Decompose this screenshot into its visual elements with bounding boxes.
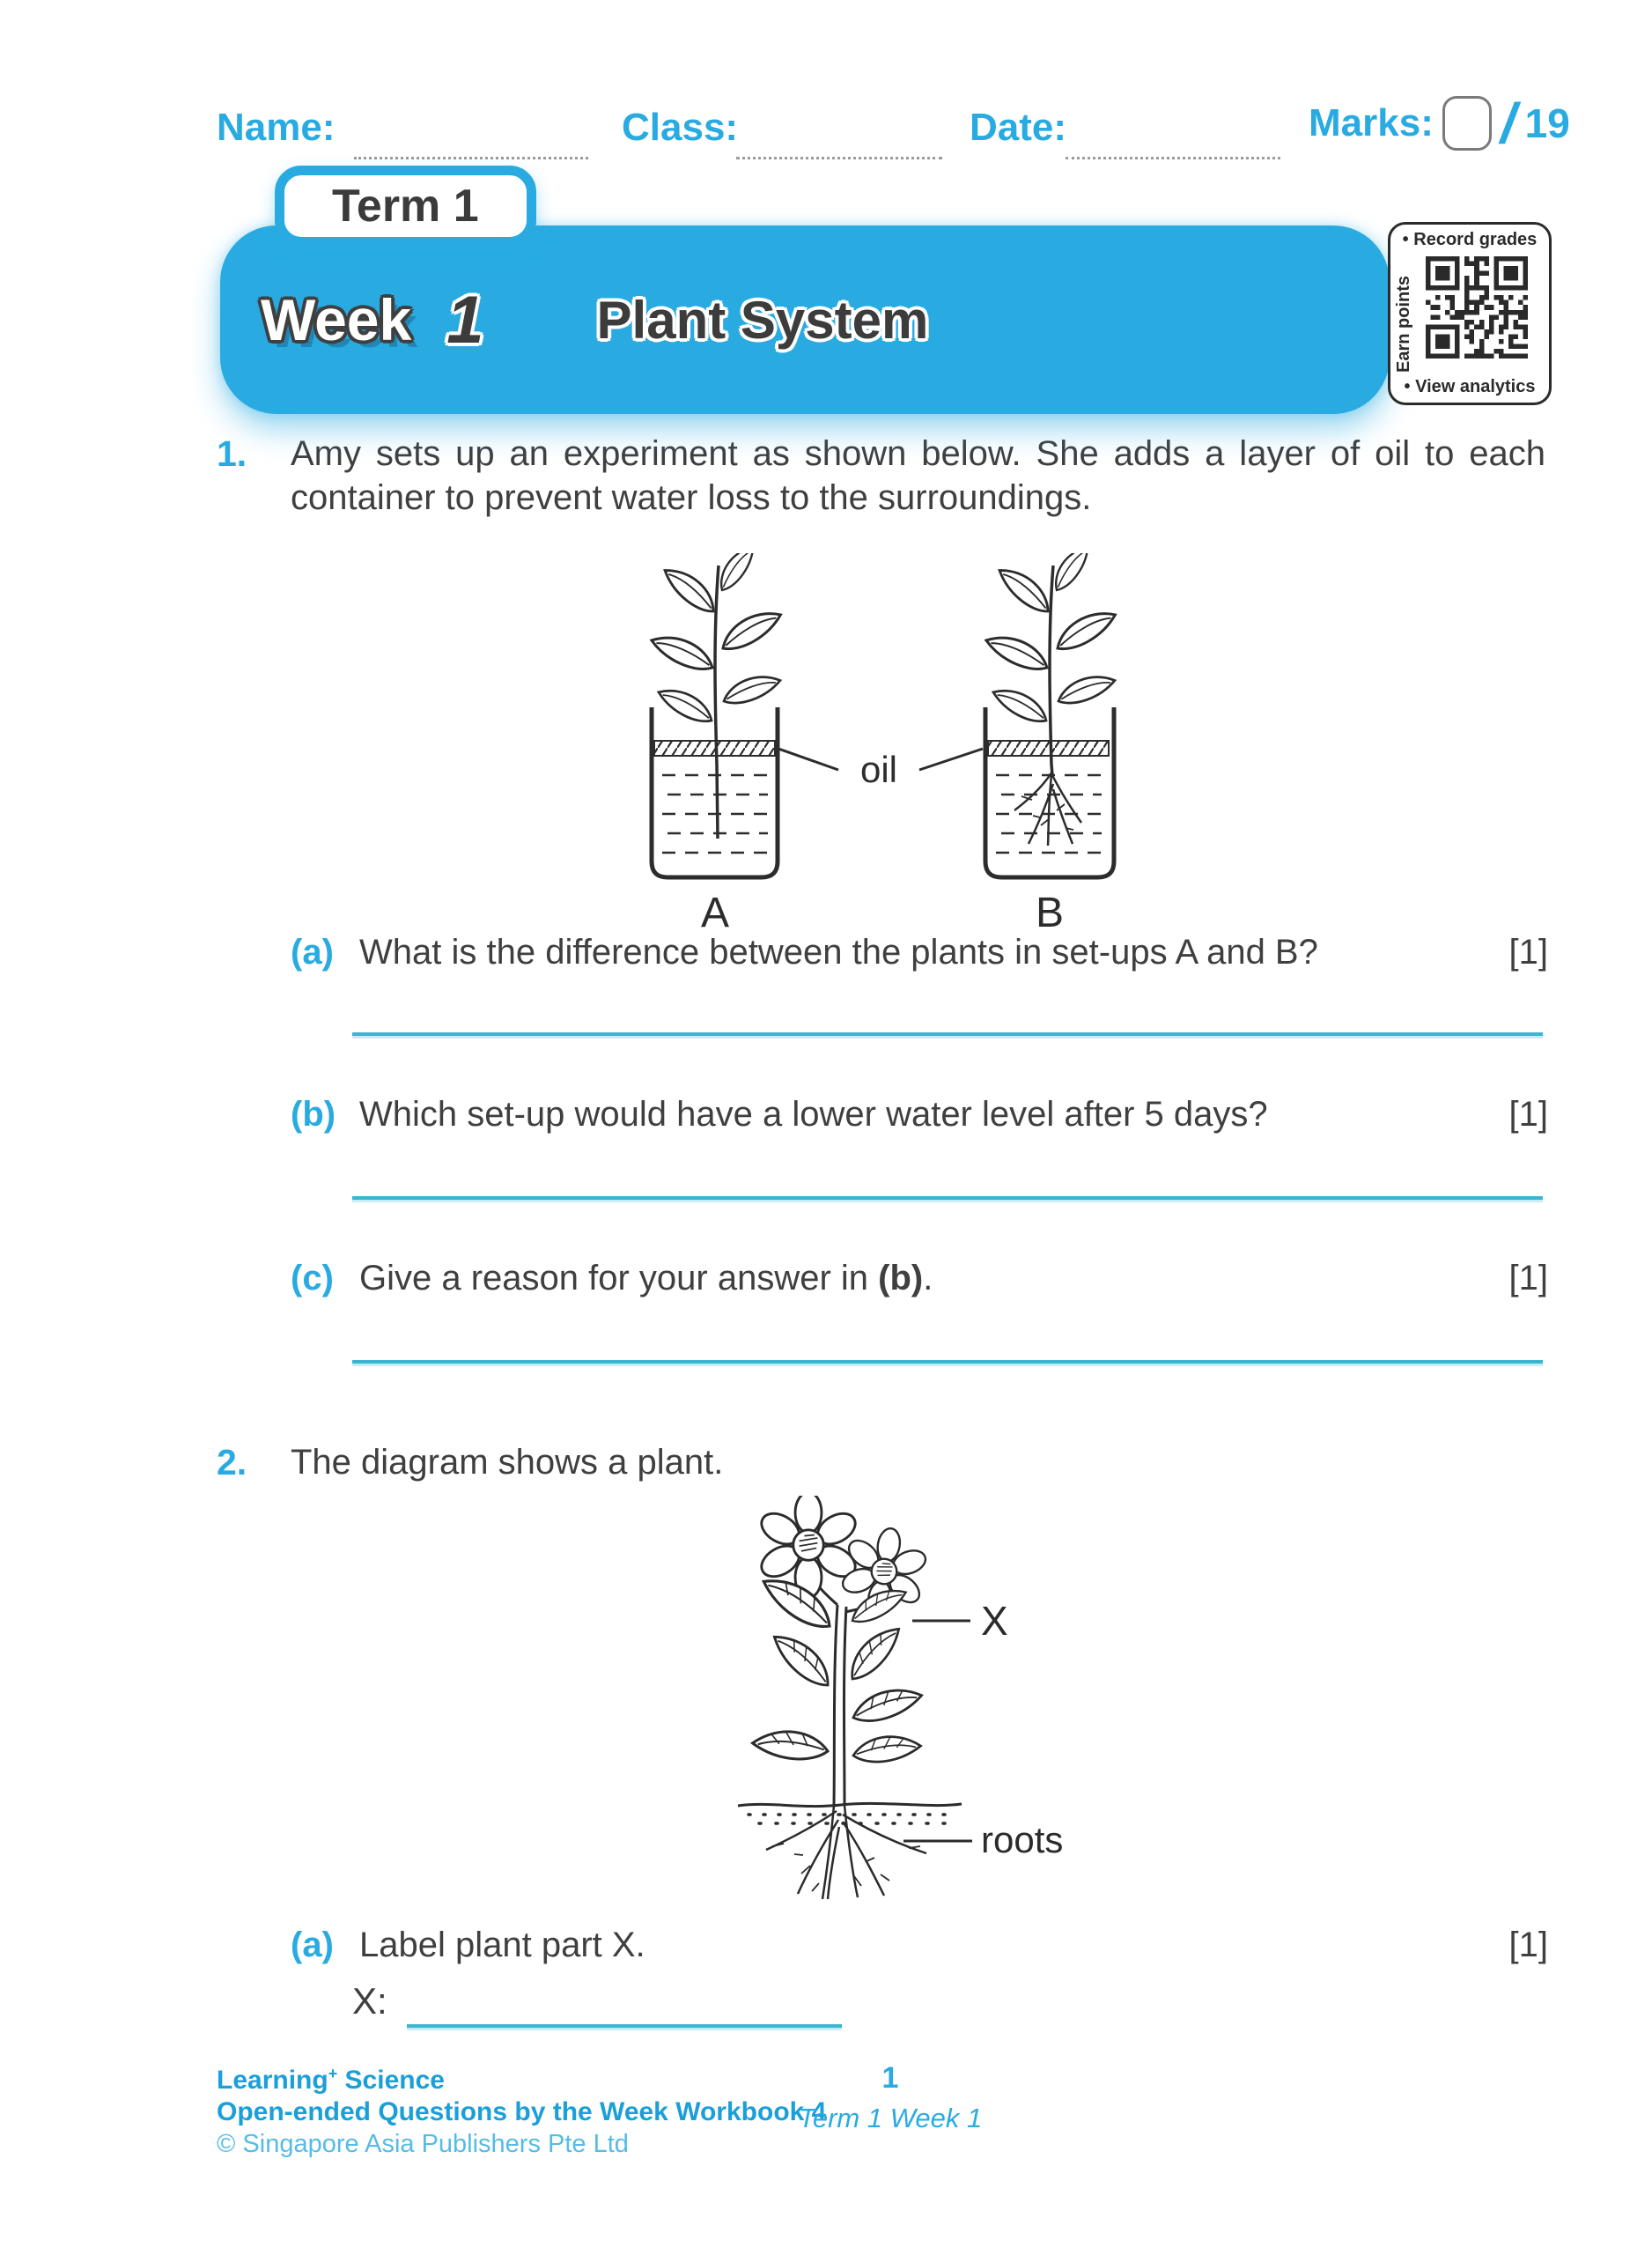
part-b-marks: [1]: [1508, 1095, 1548, 1134]
class-fill-line[interactable]: [736, 157, 942, 159]
answer-line-2a[interactable]: [407, 2024, 842, 2028]
footer-copyright: © Singapore Asia Publishers Pte Ltd: [217, 2130, 629, 2158]
plant-roots: [766, 1806, 926, 1899]
footer-brand: Learning+ Science: [217, 2065, 445, 2095]
marks-slash: /: [1500, 92, 1516, 155]
name-fill-line[interactable]: [354, 157, 588, 159]
setup-a: [648, 553, 786, 932]
plant-diagram: [678, 1496, 1092, 1920]
part-2a-label: (a): [291, 1926, 334, 1964]
question-1c: [291, 1256, 1548, 1300]
answer-line-1b[interactable]: [352, 1196, 1543, 1200]
qr-panel: [1388, 222, 1552, 405]
week-word: Week: [261, 287, 412, 352]
part-2a-text: Label plant part X.: [359, 1926, 645, 1964]
question-2: [217, 1440, 1548, 1484]
plant-b-roots: [1014, 772, 1081, 846]
week-number: 1: [446, 282, 484, 358]
part-b-label: (b): [291, 1095, 336, 1134]
footer-page-info: [745, 2061, 1036, 2134]
qr-caption-top: • Record grades: [1402, 230, 1538, 249]
marks-label: Marks:: [1309, 101, 1434, 144]
answer-line-1c[interactable]: [352, 1360, 1543, 1364]
marks-score-box[interactable]: [1442, 96, 1492, 151]
oil-callout: [778, 749, 983, 790]
question-1-number: 1.: [217, 433, 247, 474]
question-1b: [291, 1092, 1548, 1136]
term-label: Term 1: [332, 181, 479, 232]
oil-layer-b: [988, 741, 1109, 756]
part-c-text: Give a reason for your answer in (b).: [359, 1259, 933, 1298]
qr-caption-side: Earn points: [1394, 275, 1413, 373]
page-number: 1: [881, 2061, 899, 2095]
question-2a: [291, 1923, 1548, 1967]
question-1-text: Amy sets up an experiment as shown below. She adds a layer of oil to each container to prevent water loss to the surroundings.: [291, 434, 1545, 517]
date-fill-line[interactable]: [1066, 157, 1280, 159]
footer-series: Open-ended Questions by the Week Workbook 4: [217, 2097, 827, 2126]
part-c-marks: [1]: [1508, 1259, 1548, 1298]
oil-label: oil: [859, 749, 898, 790]
x-label: X: [981, 1598, 1008, 1644]
question-2-text: The diagram shows a plant.: [291, 1443, 724, 1482]
page-reference: Term 1 Week 1: [798, 2103, 983, 2133]
qr-code-icon: [1426, 256, 1528, 359]
footer-imprint: [217, 2058, 826, 2160]
roots-label: roots: [981, 1819, 1064, 1860]
roots-callout: [903, 1819, 1063, 1860]
topic-title: Plant System: [596, 290, 929, 350]
part-a-label: (a): [291, 933, 334, 972]
x-callout: [912, 1598, 1008, 1644]
part-c-label: (c): [291, 1259, 334, 1298]
plant-a-stem: [715, 566, 719, 839]
qr-caption-bottom: • View analytics: [1404, 377, 1536, 396]
question-1: [217, 432, 1548, 520]
part-a-text: What is the difference between the plants in set-ups A and B?: [359, 933, 1318, 972]
experiment-diagram: [493, 553, 1277, 932]
term-tab: [275, 166, 536, 247]
part-2a-marks: [1]: [1508, 1926, 1548, 1964]
x-answer-prefix: X:: [352, 1980, 387, 2022]
oil-layer-a: [654, 741, 775, 756]
question-1a: [291, 930, 1548, 974]
part-a-marks: [1]: [1508, 933, 1548, 972]
setup-b-label: B: [1035, 890, 1065, 932]
marks-area: [1309, 92, 1570, 155]
name-label: Name:: [217, 106, 336, 149]
bullet-icon: •: [1404, 377, 1411, 396]
plant-leaves: [752, 1574, 924, 1765]
week-banner: [220, 226, 1390, 414]
date-label: Date:: [970, 106, 1067, 149]
answer-line-1a[interactable]: [352, 1032, 1543, 1036]
class-label: Class:: [622, 106, 739, 149]
question-2-number: 2.: [217, 1442, 247, 1482]
setup-b: [983, 553, 1121, 932]
marks-total: 19: [1524, 100, 1570, 146]
part-b-text: Which set-up would have a lower water level after 5 days?: [359, 1095, 1268, 1134]
plant-stem: [834, 1605, 846, 1806]
ground: [738, 1803, 962, 1823]
setup-a-label: A: [700, 890, 730, 932]
bullet-icon: •: [1402, 230, 1409, 249]
